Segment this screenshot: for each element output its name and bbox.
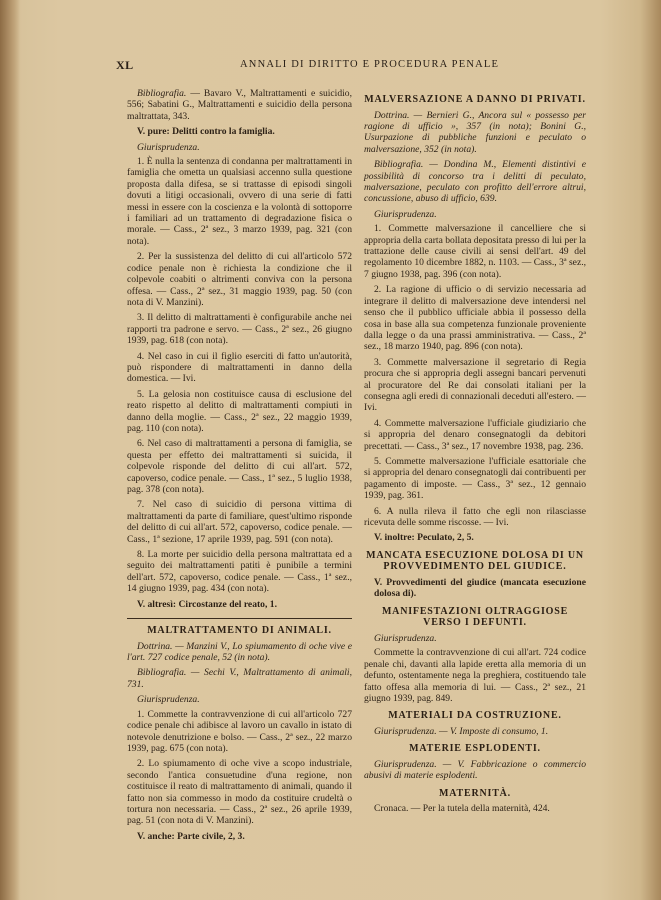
- page-binding-shadow: [0, 0, 20, 900]
- cross-reference: Giurisprudenza. — V. Fabbricazione o commercio abusivi di materie esplodenti.: [364, 759, 586, 782]
- cronaca-entry: Cronaca. — Per la tutela della maternità, 424.: [374, 803, 550, 815]
- case-entry: 4. Commette malversazione l'ufficiale giudiziario che si appropria del denaro consegnatogli da debitori precettati. — Cass., 3ª sez., 17 novembre 1938, pag. 236.: [364, 417, 586, 452]
- page-number: XL: [116, 58, 134, 72]
- case-entry: 2. Lo spiumamento di oche vive a scopo industriale, secondo l'antica consuetudine d'una regione, non costituisce il reato di maltrattamento di animali, quando il fatto non sia commesso in modo da costituire crudeltà o tortura non necessaria. — Cass., 2ª sez., 26 aprile 1939, pag. 51 (con nota di V. Manzini).: [127, 758, 352, 827]
- section-heading: MATERIE ESPLODENTI.: [409, 743, 541, 755]
- section-heading: MANCATA ESECUZIONE DOLOSA DI UN PROVVEDIMENTO DEL GIUDICE.: [366, 549, 584, 573]
- dottrina-entry: Dottrina. — Bernieri G., Ancora sul « possesso per ragione di ufficio », 357 (in nota); Bonini G., Usurpazione di pubbliche funzioni e peculato o malversazione, 352 (in nota).: [364, 109, 586, 155]
- giurisprudenza-label: Giurisprudenza.: [374, 208, 437, 220]
- see-also-reference: V. Provvedimenti del giudice (mancata esecuzione dolosa di).: [374, 577, 586, 600]
- section-divider: [127, 618, 352, 619]
- case-entry: 1. È nulla la sentenza di condanna per maltrattamenti in famiglia che ometta un qualsiasi accenno sulla questione proposta dalla difesa, se si trattasse di episodi singoli dovuti a litigi occasionali, ovvero di una serie di fatti messi in essere con la coscienza e la volontà di sottoporre i familiari ad un trattamento di degradazione fisica o morale. — Cass., 2ª sez., 3 marzo 1939, pag. 321 (con nota).: [127, 156, 352, 247]
- running-header: [116, 58, 636, 74]
- left-column: [127, 88, 352, 846]
- see-also-reference: V. inoltre: Peculato, 2, 5.: [374, 532, 474, 544]
- case-entry: 1. Commette la contravvenzione di cui all'articolo 727 codice penale chi adibisce al lavoro un cavallo in istato di notevole denutrizione e bolso. — Cass., 2ª sez., 22 marzo 1939, pag. 675 (con nota).: [127, 708, 352, 754]
- case-entry: 5. La gelosia non costituisce causa di esclusione del reato rispetto al delitto di maltrattamenti compiuti in danno della moglie. — Cass., 2ª sez., 22 maggio 1939, pag. 110 (con nota).: [127, 388, 352, 434]
- right-column: [364, 88, 586, 819]
- case-entry: 7. Nel caso di suicidio di persona vittima di maltrattamenti da parte di familiare, quest'ultimo risponde del delitto di cui all'art. 572, capoverso, codice penale. — Cass., 1ª sezione, 17 aprile 1939, pag. 591 (con nota).: [127, 499, 352, 545]
- section-heading: MATERNITÀ.: [439, 787, 511, 799]
- case-entry: Commette la contravvenzione di cui all'art. 724 codice penale chi, davanti alla lapide eretta alla memoria di un defunto, ostentamente nega la preghiera, costituendo tale fatto offesa alla memoria di lui. — Cass., 2ª sez., 21 giugno 1939, pag. 849.: [364, 647, 586, 705]
- dottrina-entry: Dottrina. — Manzini V., Lo spiumamento di oche vive e l'art. 727 codice penale, 52 (in nota).: [127, 640, 352, 664]
- case-entry: 8. La morte per suicidio della persona maltrattata ed a seguito dei maltrattamenti patiti è punibile a termini dell'art. 572, capoverso, codice penale. — Cass., 1ª sez., 14 giugno 1939, pag. 434 (con nota).: [127, 549, 352, 595]
- giurisprudenza-label: Giurisprudenza.: [374, 633, 437, 644]
- case-entry: 1. Commette malversazione il cancelliere che si appropria della carta bollata depositata presso di lui per la trattazione delle cause civili ai sensi dell'art. 49 del regolamento 10 dicembre 1882, n. 1103. — Cass., 3ª sez., 7 giugno 1938, pag. 396 (con nota).: [364, 223, 586, 280]
- giurisprudenza-label: Giurisprudenza.: [137, 694, 200, 706]
- bibliography-entry: Bibliografia. — Dondina M., Elementi distintivi e possibilità di concorso tra i delitti di peculato, malversazione, peculato con profitto dell'errore altrui, concussione, abuso di ufficio, 639.: [364, 159, 586, 205]
- running-title: ANNALI DI DIRITTO E PROCEDURA PENALE: [240, 59, 500, 70]
- section-heading: MALVERSAZIONE A DANNO DI PRIVATI.: [364, 94, 586, 105]
- see-also-reference: V. altresì: Circostanze del reato, 1.: [137, 598, 277, 610]
- section-heading: MANIFESTAZIONI OLTRAGGIOSE VERSO I DEFUNTI.: [381, 605, 569, 629]
- see-also-reference: V. pure: Delitti contro la famiglia.: [137, 126, 275, 138]
- bibliography-entry: Bibliografia. — Bavaro V., Maltrattamenti e suicidio, 556; Sabatini G., Maltrattamenti e suicidio della persona maltrattata, 343.: [127, 88, 352, 122]
- cross-reference: Giurisprudenza. — V. Imposte di consumo, 1.: [374, 726, 549, 738]
- see-also-reference: V. anche: Parte civile, 2, 3.: [137, 830, 245, 842]
- case-entry: 2. Per la sussistenza del delitto di cui all'articolo 572 codice penale non è richiesta la condizione che il colpevole coabiti o altrimenti conviva con la persona offesa. — Cass., 2ª sez., 31 maggio 1939, pag. 50 (con nota di V. Manzini).: [127, 251, 352, 308]
- case-entry: 3. Il delitto di maltrattamenti è configurabile anche nei rapporti tra padrone e servo. — Cass., 2ª sez., 26 giugno 1939, pag. 618 (con nota).: [127, 312, 352, 347]
- case-entry: 5. Commette malversazione l'ufficiale esattoriale che si appropria del denaro consegnatogli dai contribuenti per pagamento di imposte. — Cass., 3ª sez., 12 gennaio 1939, pag. 361.: [364, 455, 586, 502]
- section-heading: MALTRATTAMENTO DI ANIMALI.: [147, 625, 332, 637]
- giurisprudenza-label: Giurisprudenza.: [137, 141, 200, 153]
- case-entry: 2. La ragione di ufficio o di servizio necessaria ad integrare il delitto di malversazione deve intendersi nel senso che il pubblico ufficiale abbia il possesso della cosa in base alla sua competenza funzionale proveniente dalla legge o da una prassi amministrativa. — Cass., 2ª sez., 18 marzo 1940, pag. 896 (con nota).: [364, 284, 586, 353]
- bibliography-entry: Bibliografia. — Sechi V., Maltrattamento di animali, 731.: [127, 667, 352, 690]
- case-entry: 3. Commette malversazione il segretario di Regia procura che si appropria degli assegni bancari pervenuti al procuratore del Re dai consolati italiani per la consegna agli eredi di connazionali deceduti all'estero. — Ivi.: [364, 356, 586, 414]
- case-entry: 4. Nel caso in cui il figlio eserciti di fatto un'autorità, può rispondere di maltrattamenti in danno della domestica. — Ivi.: [127, 350, 352, 385]
- case-entry: 6. A nulla rileva il fatto che egli non rilasciasse ricevuta delle somme riscosse. — Ivi.: [364, 505, 586, 528]
- case-entry: 6. Nel caso di maltrattamenti a persona di famiglia, se questa per effetto dei maltrattamenti si suicida, il colpevole risponde del delitto di cui all'art. 572, capoverso, codice penale. — Cass., 1ª sez., 5 luglio 1938, pag. 378 (con nota).: [127, 438, 352, 495]
- section-heading: MATERIALI DA COSTRUZIONE.: [388, 710, 562, 722]
